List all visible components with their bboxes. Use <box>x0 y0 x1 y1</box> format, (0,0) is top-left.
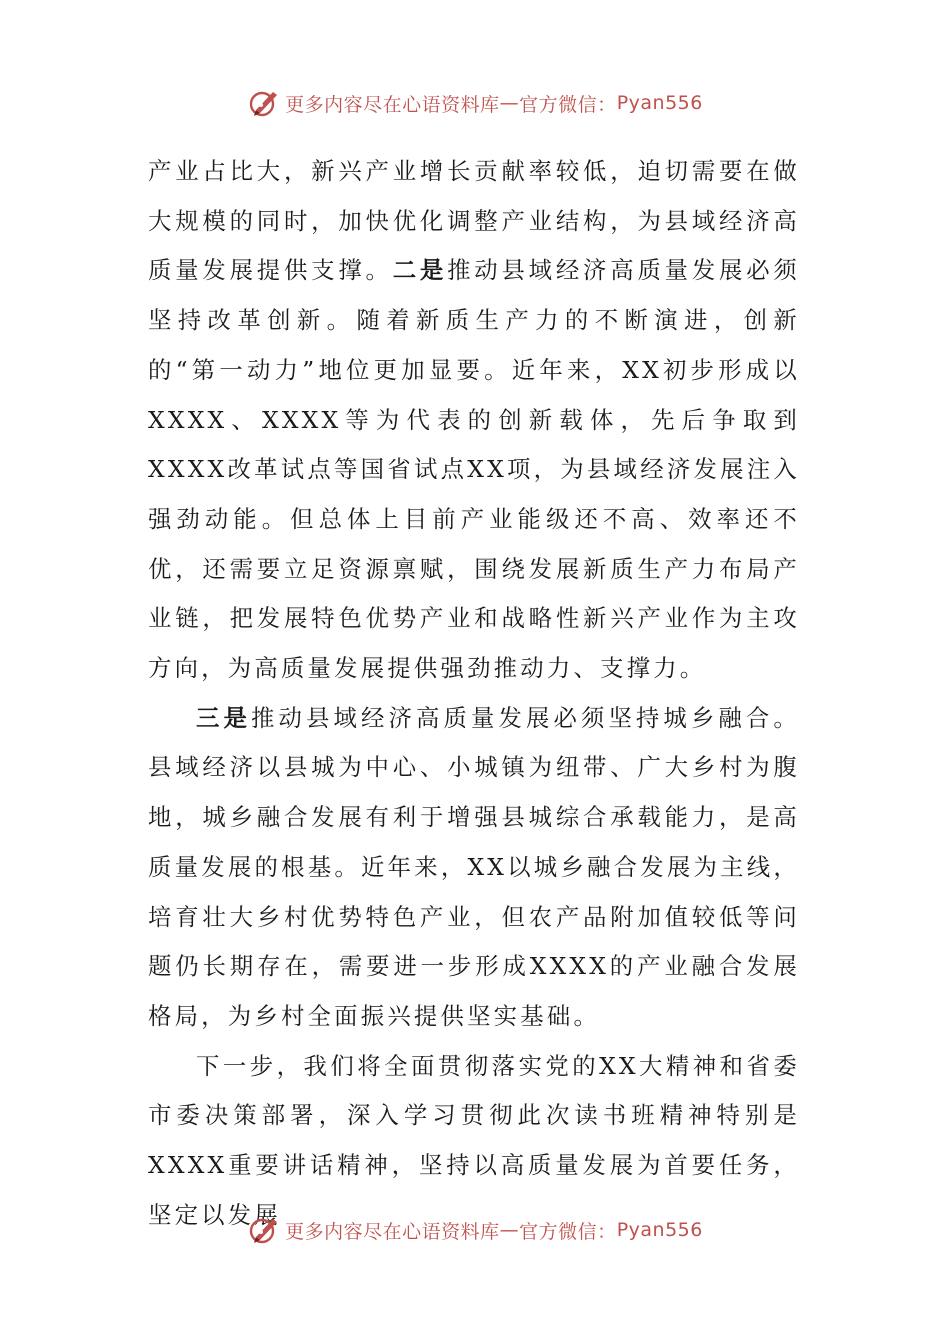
banner-wechat-label: 官方微信： <box>519 1220 617 1243</box>
banner-dash: — <box>499 1219 520 1241</box>
text-segment: 推动县域经济高质量发展必须坚持城乡融合。县域经济以县城为中心、小城镇为纽带、广大乡村为腹地，城乡融合发展有利于增强县城综合承载能力，是高质量发展的根基。近年来，XX以城乡融合发展为主线，培育壮大乡村优势特色产业，但农产品附加值较低等问题仍长期存在，需要进一步形成XXXX的产业融合发展格局，为乡村全面振兴提供坚实基础。 <box>148 703 801 1030</box>
pen-logo-icon <box>247 1213 281 1247</box>
header-banner <box>0 83 950 123</box>
banner-dash: — <box>499 92 520 114</box>
text-segment: 下一步，我们将全面贯彻落实党的XX大精神和省委市委决策部署，深入学习贯彻此次读书班精神特别是XXXX重要讲话精神，坚持以高质量发展为首要任务，坚定以发展 <box>148 1051 800 1229</box>
lead-phrase-3: 三是 <box>196 703 251 732</box>
banner-wechat-label: 官方微信： <box>519 93 617 116</box>
paragraph-1 <box>148 147 800 694</box>
text-segment: 产业占比大，新兴产业增长贡献率较低，迫切需要在做大规模的同时，加快优化调整产业结构，为县域经济高质量发展提供支撑。 <box>148 157 800 285</box>
banner-wechat-id: Pyan556 <box>616 1219 703 1241</box>
banner-wechat-id: Pyan556 <box>616 92 703 114</box>
footer-banner <box>0 1210 950 1250</box>
document-body <box>148 147 800 1240</box>
pen-logo-icon <box>247 86 281 120</box>
banner-brand: 更多内容尽在心语资料库 <box>285 93 500 116</box>
paragraph-2 <box>148 694 800 1042</box>
banner-brand: 更多内容尽在心语资料库 <box>285 1220 500 1243</box>
lead-phrase-2: 二是 <box>392 256 448 285</box>
text-segment: 推动县域经济高质量发展必须坚持改革创新。随着新质生产力的不断演进，创新的“第一动力”地位更加显要。近年来，XX初步形成以XXXX、XXXX等为代表的创新载体，先后争取到XXXX改革试点等国省试点XX项，为县域经济发展注入强劲动能。但总体上目前产业能级还不高、效率还不优，还需要立足资源禀赋，围绕发展新质生产力布局产业链，把发展特色优势产业和战略性新兴产业作为主攻方向，为高质量发展提供强劲推动力、支撑力。 <box>148 256 800 683</box>
